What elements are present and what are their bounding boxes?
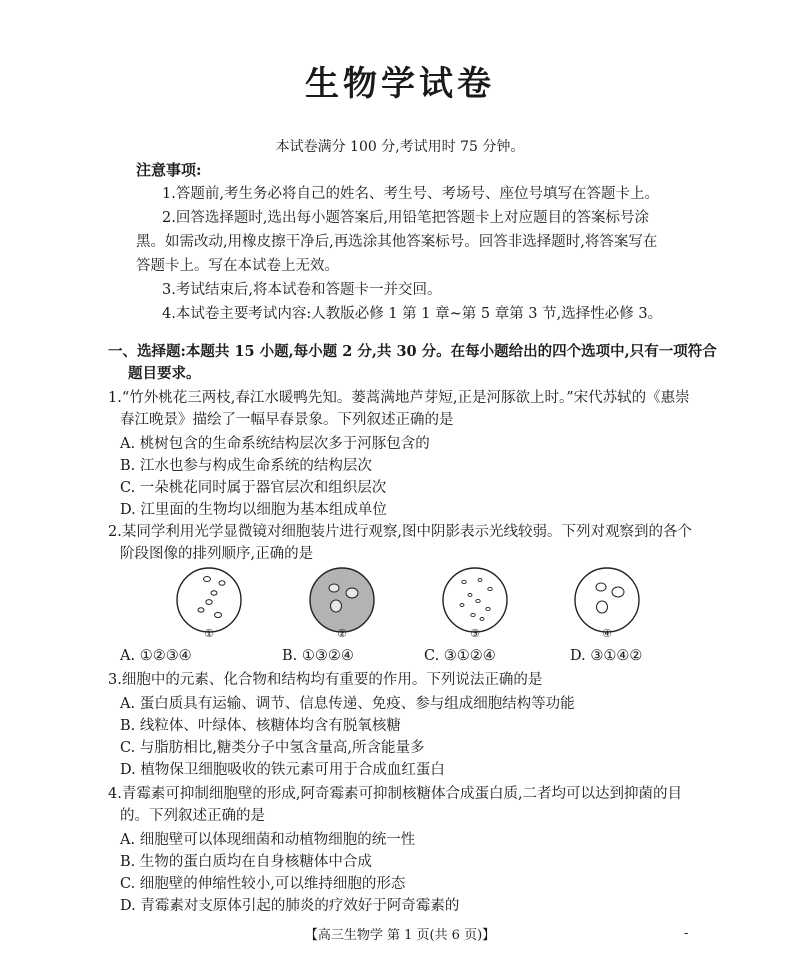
q1-stem-line-2: 春江晚景》描绘了一幅早春景象。下列叙述正确的是 — [120, 412, 454, 428]
q4-option-d: D. 青霉素对支原体引起的肺炎的疗效好于阿奇霉素的 — [120, 898, 460, 914]
q2-option-c: C. ③①②④ — [424, 648, 496, 664]
dish-label-1: ① — [204, 627, 214, 640]
q4-option-c: C. 细胞壁的伸缩性较小,可以维持细胞的形态 — [120, 876, 406, 892]
page-footer: 【高三生物学 第 1 页(共 6 页)】 — [304, 928, 496, 943]
notice-item-2-line-1: 2.回答选择题时,选出每小题答案后,用铅笔把答题卡上对应题目的答案标号涂 — [162, 210, 650, 226]
section-heading-line-1: 一、选择题:本题共 15 小题,每小题 2 分,共 30 分。在每小题给出的四个选项中,只有一项符合 — [108, 343, 717, 360]
q2-option-d: D. ③①④② — [570, 648, 643, 664]
exam-info: 本试卷满分 100 分,考试用时 75 分钟。 — [275, 139, 525, 155]
q3-option-d: D. 植物保卫细胞吸收的铁元素可用于合成血红蛋白 — [120, 762, 445, 778]
q1-stem-line-1: 1.“竹外桃花三两枝,春江水暖鸭先知。蒌蒿满地芦芽短,正是河豚欲上时。”宋代苏轼的《惠崇 — [108, 390, 690, 406]
q1-option-c: C. 一朵桃花同时属于器官层次和组织层次 — [120, 480, 387, 496]
dish-label-4: ④ — [602, 627, 612, 640]
microscope-view-1-icon — [174, 565, 244, 635]
q2-option-a: A. ①②③④ — [120, 648, 192, 664]
microscope-view-3-icon — [440, 565, 510, 635]
q3-option-a: A. 蛋白质具有运输、调节、信息传递、免疫、参与组成细胞结构等功能 — [120, 696, 575, 712]
q4-option-a: A. 细胞壁可以体现细菌和动植物细胞的统一性 — [120, 832, 416, 848]
q3-option-c: C. 与脂肪相比,糖类分子中氢含量高,所含能量多 — [120, 740, 425, 756]
q2-stem-line-1: 2.某同学利用光学显微镜对细胞装片进行观察,图中阴影表示光线较弱。下列对观察到的各个 — [108, 524, 692, 540]
q2-stem-line-2: 阶段图像的排列顺序,正确的是 — [120, 546, 314, 562]
microscope-view-4-icon — [572, 565, 642, 635]
q1-option-d: D. 江里面的生物均以细胞为基本组成单位 — [120, 502, 387, 518]
q4-stem-line-2: 的。下列叙述正确的是 — [120, 808, 265, 824]
page-title: 生物学试卷 — [305, 64, 495, 104]
q2-option-b: B. ①③②④ — [282, 648, 354, 664]
section-heading-line-2: 题目要求。 — [128, 365, 201, 382]
dish-label-2: ② — [337, 627, 347, 640]
q3-option-b: B. 线粒体、叶绿体、核糖体均含有脱氧核糖 — [120, 718, 401, 734]
q1-option-b: B. 江水也参与构成生命系统的结构层次 — [120, 458, 372, 474]
notice-item-3: 3.考试结束后,将本试卷和答题卡一并交回。 — [162, 282, 442, 298]
q4-option-b: B. 生物的蛋白质均在自身核糖体中合成 — [120, 854, 372, 870]
footer-mark: - — [684, 926, 689, 941]
q1-option-a: A. 桃树包含的生命系统结构层次多于河豚包含的 — [120, 436, 430, 452]
notice-item-2-line-3: 答题卡上。写在本试卷上无效。 — [136, 258, 339, 274]
notice-item-1: 1.答题前,考生务必将自己的姓名、考生号、考场号、座位号填写在答题卡上。 — [162, 186, 659, 202]
notice-item-4: 4.本试卷主要考试内容:人教版必修 1 第 1 章~第 5 章第 3 节,选择性必修 3。 — [162, 306, 663, 322]
q4-stem-line-1: 4.青霉素可抑制细胞壁的形成,阿奇霉素可抑制核糖体合成蛋白质,二者均可以达到抑菌的目 — [108, 786, 683, 802]
microscope-view-2-icon — [307, 565, 377, 635]
dish-label-3: ③ — [470, 627, 480, 640]
q3-stem: 3.细胞中的元素、化合物和结构均有重要的作用。下列说法正确的是 — [108, 672, 543, 688]
notice-heading: 注意事项: — [136, 161, 202, 179]
notice-item-2-line-2: 黑。如需改动,用橡皮擦干净后,再选涂其他答案标号。回答非选择题时,将答案写在 — [136, 234, 658, 250]
